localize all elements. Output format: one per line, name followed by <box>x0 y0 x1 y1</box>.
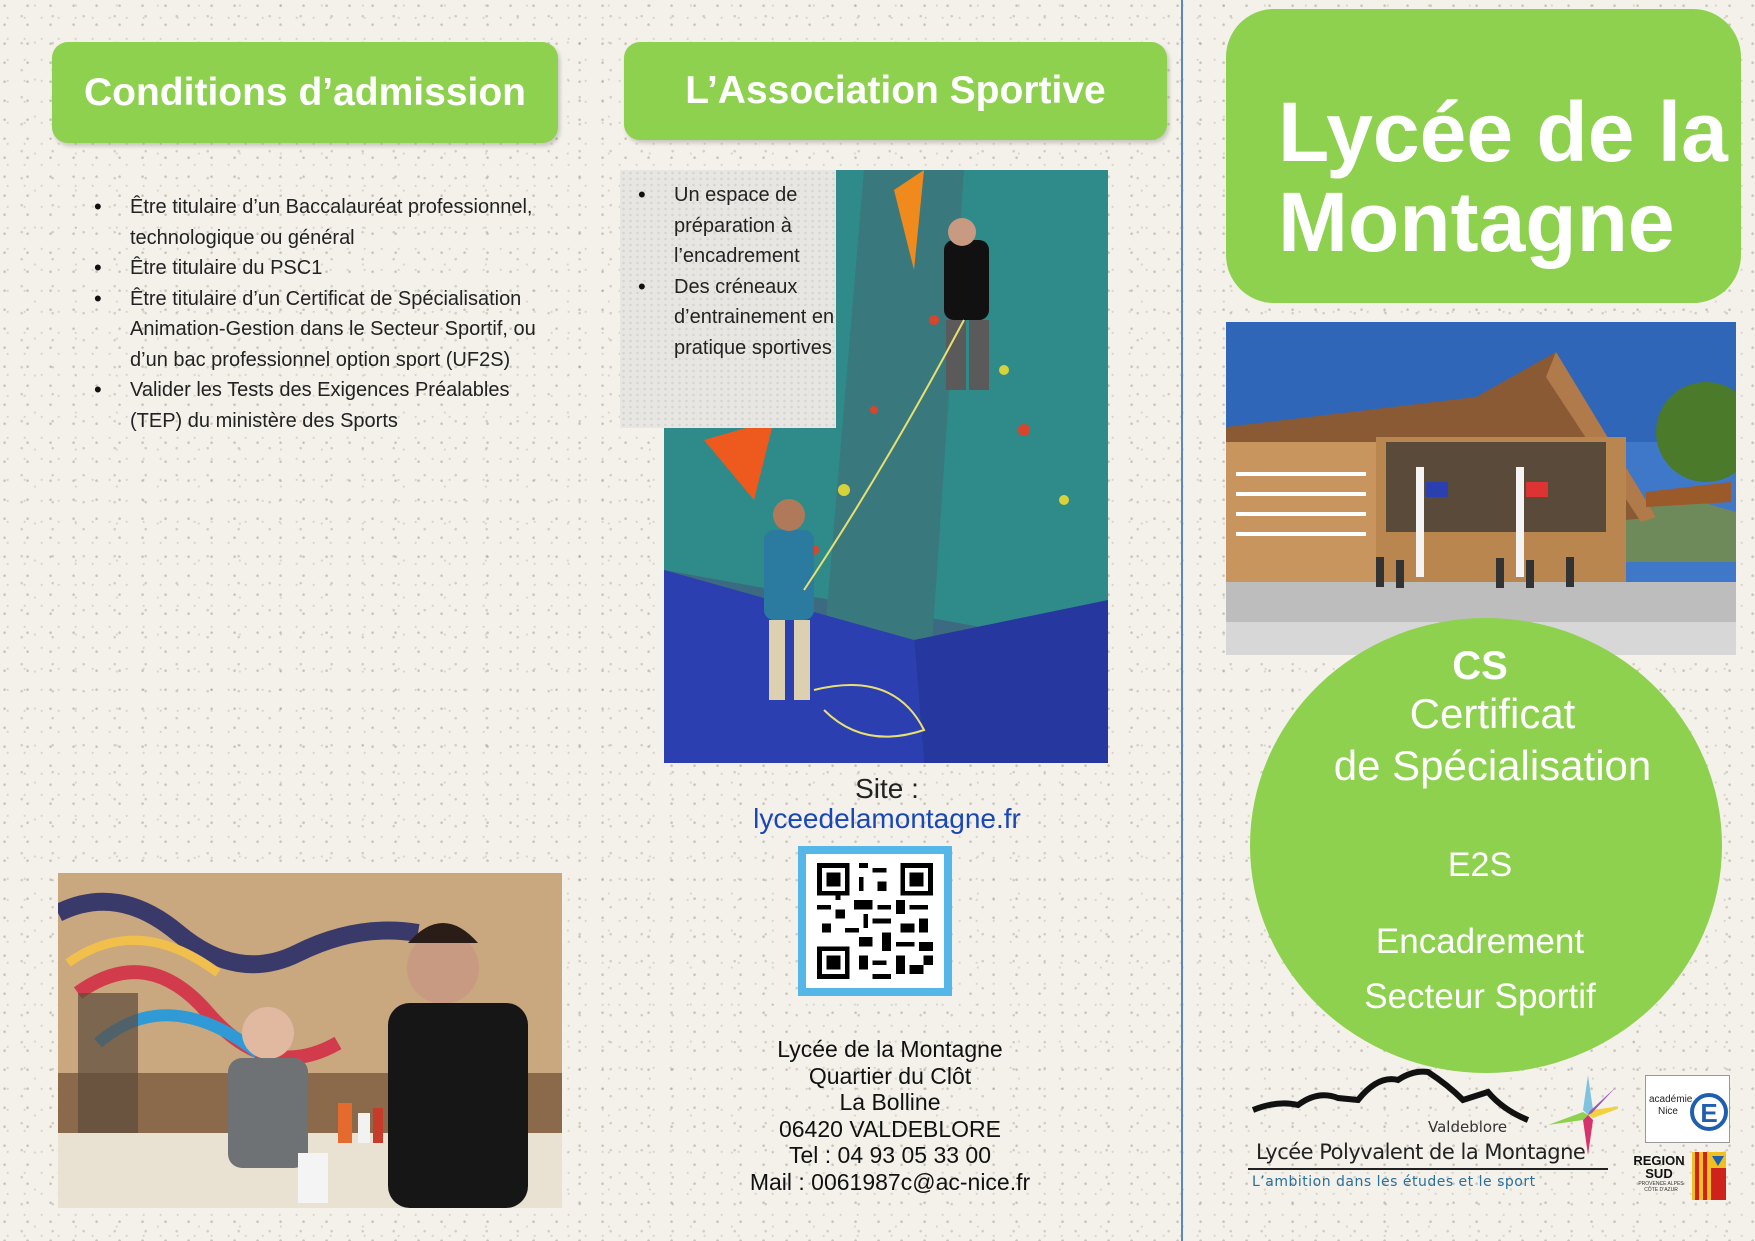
qr-code[interactable] <box>798 846 952 996</box>
association-list <box>620 170 836 428</box>
academie-label: académie Nice <box>1649 1094 1693 1117</box>
admission-heading: Conditions d’admission <box>52 42 558 143</box>
program-full-name <box>1250 688 1735 792</box>
list-item: • Un espace de préparation à l’encadrement <box>638 180 836 272</box>
email-line[interactable]: Mail : 0061987c@ac-nice.fr <box>749 1168 1031 1195</box>
list-item: • Valider les Tests des Exigences Préalables (TEP) du ministère des Sports <box>90 375 540 436</box>
site-link[interactable]: lyceedelamontagne.fr <box>753 803 1021 834</box>
logo-underline <box>1248 1168 1608 1170</box>
program-sector-line: Secteur Sportif <box>1364 977 1596 1016</box>
lycee-motto: L’ambition dans les études et le sport <box>1252 1174 1536 1190</box>
academie-e-icon <box>1690 1086 1728 1134</box>
association-heading: L’Association Sportive <box>624 42 1167 140</box>
phone-line: Tel : 04 93 05 33 00 <box>788 1142 992 1168</box>
program-code: E2S <box>1447 846 1513 884</box>
fold-divider <box>1181 0 1183 1241</box>
list-item: • Être titulaire du PSC1 <box>90 253 540 284</box>
program-abbreviation: CS <box>1452 644 1508 688</box>
program-sector-line: Encadrement <box>1375 922 1585 961</box>
lycee-name: Lycée Polyvalent de la Montagne <box>1256 1140 1586 1164</box>
cover-title <box>1226 9 1741 303</box>
region-logo <box>1630 1148 1730 1204</box>
cover-title-line: Lycée de la <box>1278 85 1728 179</box>
region-sublabel: PROVENCE ALPES CÔTE D’AZUR <box>1638 1181 1684 1193</box>
list-item: • Être titulaire d’un Baccalauréat professionnel, technologique ou général <box>90 192 540 253</box>
program-name-line: Certificat <box>1409 690 1576 737</box>
admission-list <box>90 192 540 436</box>
cover-title-line: Montagne <box>1278 175 1675 269</box>
address-line: La Bolline <box>839 1089 941 1115</box>
list-item: • Être titulaire d’un Certificat de Spécialisation Animation-Gestion dans le Secteur Sportif, ou d’un bac professionnel option sport (UF2S) <box>90 284 540 376</box>
academie-logo <box>1645 1075 1730 1143</box>
mountain-icon <box>1253 1072 1528 1120</box>
school-building-photo <box>1226 322 1736 655</box>
region-label: REGION SUD <box>1633 1153 1685 1181</box>
lycee-logo <box>1248 1060 1618 1210</box>
address-line: 06420 VALDEBLORE <box>778 1115 1002 1142</box>
students-photo <box>58 873 562 1208</box>
region-coat-of-arms-icon <box>1692 1152 1726 1200</box>
program-badge <box>1250 618 1722 1073</box>
lycee-place: Valdeblore <box>1428 1118 1508 1136</box>
address-line: Lycée de la Montagne <box>777 1036 1003 1062</box>
program-name-line: de Spécialisation <box>1333 742 1652 789</box>
contact-address <box>690 1036 1090 1195</box>
svg-text:E: E <box>1700 1098 1718 1128</box>
site-label: Site : <box>855 773 919 804</box>
list-item: • Des créneaux d’entrainement en pratique sportives <box>638 272 836 364</box>
qr-code-icon <box>806 854 944 988</box>
program-sector <box>1250 914 1710 1024</box>
address-line: Quartier du Clôt <box>808 1062 972 1089</box>
